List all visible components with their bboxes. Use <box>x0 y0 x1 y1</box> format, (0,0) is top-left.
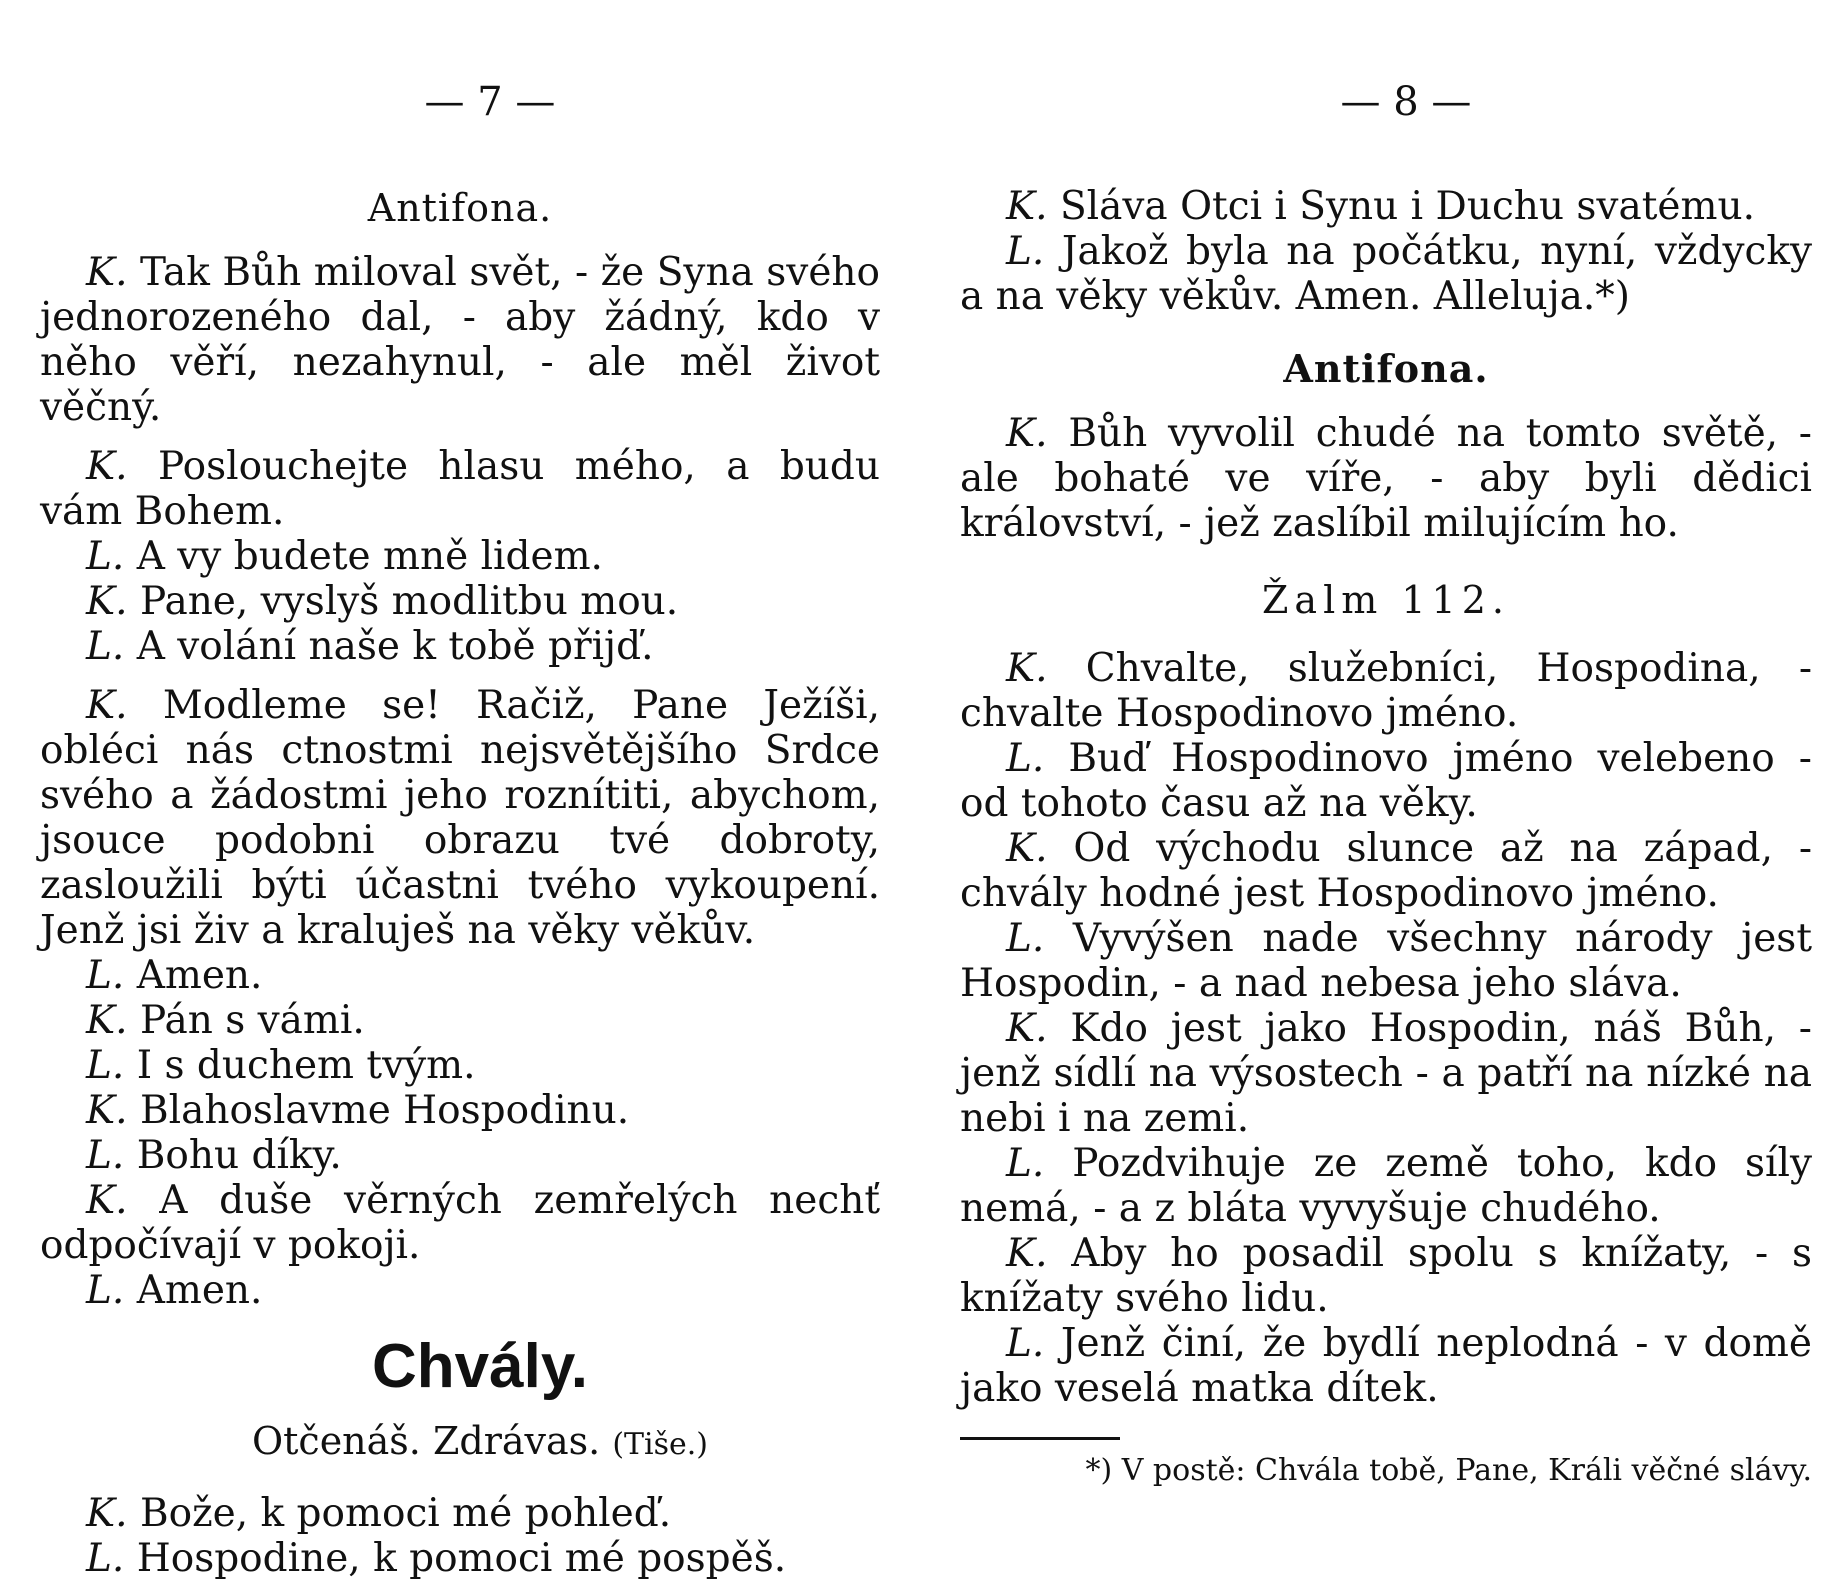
speaker-mark: L. <box>86 1536 125 1581</box>
footnote: *) V postě: Chvála tobě, Pane, Králi věčné slávy. <box>1085 1453 1812 1488</box>
response-line <box>40 534 880 579</box>
response-text: Amen. <box>136 1268 263 1313</box>
gloria-verse <box>960 229 1812 319</box>
response-line <box>40 1133 880 1178</box>
antifona-verse <box>40 250 880 430</box>
verse-text: Bůh vyvolil chudé na tomto světě, - ale bohaté ve víře, - aby byli dědici království, - jež zaslíbil milujícím ho. <box>960 411 1812 546</box>
verse-text: Vyvýšen nade všechny národy jest Hospodin, - a nad nebesa jeho sláva. <box>960 916 1812 1006</box>
response-line <box>40 1088 880 1133</box>
verse-text: Jenž činí, že bydlí neplodná - v domě jako veselá matka dítek. <box>960 1321 1812 1411</box>
speaker-mark: K. <box>86 1178 128 1223</box>
psalm-verse <box>960 736 1812 826</box>
speaker-mark: L. <box>1006 736 1045 781</box>
psalm-verse <box>960 1141 1812 1231</box>
verse-text: Chvalte, služebníci, Hospodina, - chvalte Hospodinovo jméno. <box>960 646 1812 736</box>
chvaly-subheading-note: (Tiše.) <box>612 1427 709 1462</box>
speaker-mark: L. <box>86 1133 125 1178</box>
speaker-mark: L. <box>86 534 125 579</box>
gloria-verse <box>960 184 1812 229</box>
speaker-mark: L. <box>86 953 125 998</box>
response-text: I s duchem tvým. <box>136 1043 476 1088</box>
speaker-mark: K. <box>86 683 128 728</box>
chvaly-subheading-text: Otčenáš. Zdrávas. <box>251 1419 601 1463</box>
speaker-mark: K. <box>86 250 128 295</box>
psalm-verse <box>960 826 1812 916</box>
response-text: Hospodine, k pomoci mé pospěš. <box>136 1536 787 1581</box>
verse-text: Buď Hospodinovo jméno velebeno - od tohoto času až na věky. <box>960 736 1812 826</box>
footnote-divider <box>960 1437 1120 1440</box>
response-line <box>40 1268 880 1313</box>
left-page <box>40 0 880 1581</box>
speaker-mark: K. <box>86 998 128 1043</box>
speaker-mark: K. <box>86 579 128 624</box>
response-text: A vy budete mně lidem. <box>136 534 603 579</box>
speaker-mark: K. <box>86 1491 128 1536</box>
response-line <box>40 1491 880 1536</box>
response-line <box>40 624 880 669</box>
response-text: A volání naše k tobě přijď. <box>136 624 654 669</box>
speaker-mark: K. <box>1006 1006 1048 1051</box>
verse-text: Poslouchejte hlasu mého, a budu vám Bohem. <box>40 444 880 534</box>
speaker-mark: K. <box>1006 411 1048 456</box>
page-number: — 7 — <box>424 79 556 125</box>
response-line <box>40 1536 880 1581</box>
chvaly-subheading <box>40 1417 880 1469</box>
verse-text: Od východu slunce až na západ, - chvály hodné jest Hospodinovo jméno. <box>960 826 1812 916</box>
antifona-verse <box>40 444 880 534</box>
speaker-mark: K. <box>86 444 128 489</box>
speaker-mark: K. <box>86 1088 128 1133</box>
response-text: Amen. <box>136 953 263 998</box>
response-line <box>40 1043 880 1088</box>
verse-text: Tak Bůh miloval svět, - že Syna svého jednorozeného dal, - aby žádný, kdo v něho věří, nezahynul, - ale měl život věčný. <box>40 250 880 430</box>
psalm-title: Žalm 112. <box>1262 578 1510 622</box>
verse-text: Aby ho posadil spolu s knížaty, - s knížaty svého lidu. <box>960 1231 1812 1321</box>
response-line <box>40 953 880 998</box>
response-text: Pane, vyslyš modlitbu mou. <box>139 579 679 624</box>
speaker-mark: L. <box>1006 229 1045 274</box>
psalm-verse <box>960 646 1812 736</box>
psalm-verse <box>960 1321 1812 1411</box>
response-text: Bohu díky. <box>136 1133 342 1178</box>
speaker-mark: L. <box>86 1268 125 1313</box>
right-page <box>960 0 1812 1500</box>
verse-text: Kdo jest jako Hospodin, náš Bůh, - jenž sídlí na výsostech - a patří na nízké na nebi i na zemi. <box>960 1006 1812 1141</box>
response-text: Bože, k pomoci mé pohleď. <box>139 1491 672 1536</box>
speaker-mark: L. <box>1006 916 1045 961</box>
response-line <box>40 579 880 624</box>
speaker-mark: K. <box>1006 826 1048 871</box>
verse-text: Jakož byla na počátku, nyní, vždycky a na věky věkův. Amen. Alleluja.*) <box>960 229 1812 319</box>
verse-text: Sláva Otci i Synu i Duchu svatému. <box>1059 184 1755 229</box>
response-text: Blahoslavme Hospodinu. <box>139 1088 630 1133</box>
psalm-verse <box>960 1231 1812 1321</box>
psalm-verse <box>960 1006 1812 1141</box>
response-text: Pán s vámi. <box>139 998 365 1043</box>
speaker-mark: K. <box>1006 646 1048 691</box>
response-line <box>40 998 880 1043</box>
antifona-verse <box>960 411 1812 546</box>
speaker-mark: K. <box>1006 1231 1048 1276</box>
prayer-paragraph <box>40 683 880 953</box>
speaker-mark: L. <box>1006 1141 1045 1186</box>
verse-text: Pozdvihuje ze země toho, kdo síly nemá, - a z bláta vyvyšuje chudého. <box>960 1141 1812 1231</box>
speaker-mark: L. <box>86 624 125 669</box>
psalm-verse <box>960 916 1812 1006</box>
speaker-mark: K. <box>1006 184 1048 229</box>
prayer-text: Modleme se! Račiž, Pane Ježíši, obléci nás ctnostmi nejsvětějšího Srdce svého a žádostmi jeho roznítiti, abychom, jsouce podobni obrazu tvé dobroty, zasloužili býti účastni tvého vykoupení. Jenž jsi živ a kraluješ na věky věkův. <box>40 683 880 953</box>
chvaly-heading: Chvály. <box>372 1332 588 1401</box>
speaker-mark: L. <box>1006 1321 1045 1366</box>
antifona-title: Antifona. <box>1283 346 1489 391</box>
verse-text: A duše věrných zemřelých nechť odpočívají v pokoji. <box>40 1178 880 1268</box>
page-number: — 8 — <box>1340 79 1472 125</box>
speaker-mark: L. <box>86 1043 125 1088</box>
antifona-title: Antifona. <box>367 186 553 230</box>
departed-verse <box>40 1178 880 1268</box>
